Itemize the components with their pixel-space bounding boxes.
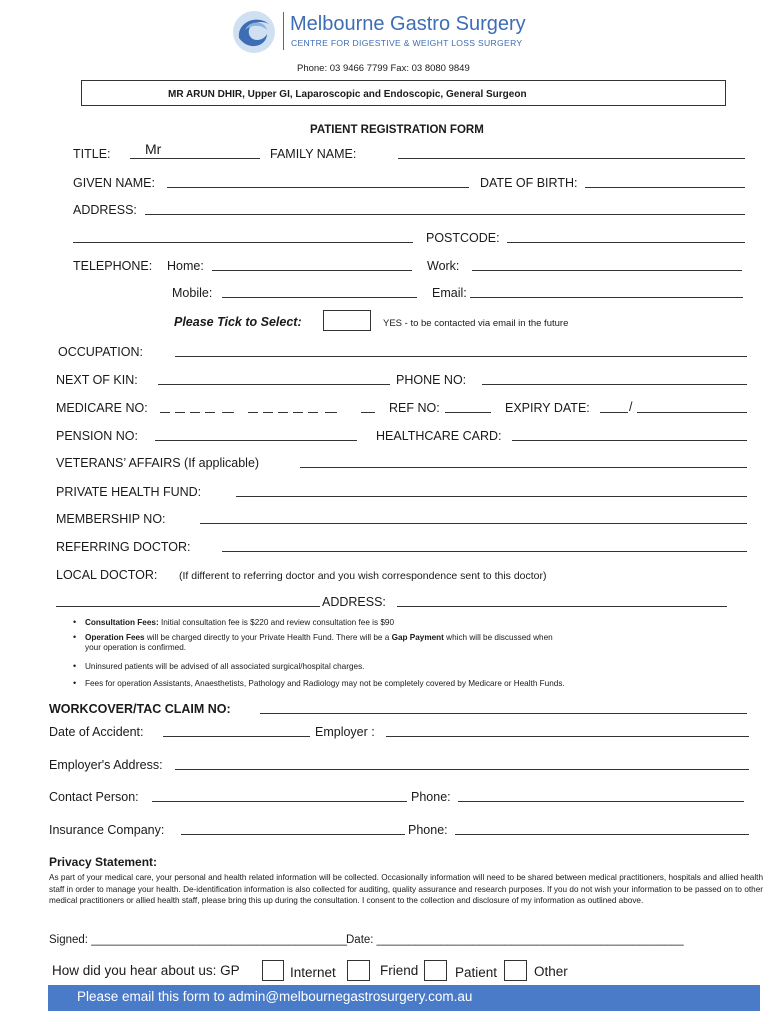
swirl-logo-icon — [231, 10, 277, 54]
work-label: Work: — [427, 259, 460, 273]
brand-divider — [283, 12, 284, 50]
employer-address-field[interactable] — [175, 769, 749, 770]
title-label: TITLE: — [73, 147, 111, 161]
note-operation-assistants: • Fees for operation Assistants, Anaesthetists, Pathology and Radiology may not be completely covered by Medicare or Health Funds. — [85, 679, 565, 689]
mobile-label: Mobile: — [172, 286, 213, 300]
home-phone-field[interactable] — [212, 270, 412, 271]
note-uninsured: • Uninsured patients will be advised of all associated surgical/hospital charges. — [85, 662, 364, 672]
ref-no-label: REF NO: — [389, 401, 440, 415]
local-doctor-note: (If different to referring doctor and you wish correspondence sent to this doctor) — [179, 570, 547, 582]
tick-prompt: Please Tick to Select: — [174, 315, 302, 329]
pension-label: PENSION NO: — [56, 429, 138, 443]
work-phone-field[interactable] — [472, 270, 742, 271]
medicare-digit-9[interactable] — [293, 412, 303, 413]
medicare-digit-4[interactable] — [205, 412, 215, 413]
note-operation-fees: • Operation Fees will be charged directly to your Private Health Fund. There will be a Gap Payment which will be discussed when — [85, 633, 553, 643]
expiry-slash: / — [629, 400, 633, 414]
internet-label: Internet — [290, 965, 336, 980]
local-doctor-address-label: ADDRESS: — [322, 595, 386, 609]
given-name-field[interactable] — [167, 187, 469, 188]
expiry-label: EXPIRY DATE: — [505, 401, 590, 415]
internet-checkbox[interactable] — [347, 960, 370, 981]
local-doctor-field[interactable] — [56, 606, 320, 607]
form-title: PATIENT REGISTRATION FORM — [310, 124, 484, 136]
pension-field[interactable] — [155, 440, 357, 441]
note-consultation-fees: • Consultation Fees: Initial consultation fee is $220 and review consultation fee is $90 — [85, 618, 394, 628]
title-value[interactable]: Mr — [145, 141, 162, 157]
email-consent-checkbox[interactable] — [323, 310, 371, 331]
brand-name: Melbourne Gastro Surgery — [290, 13, 526, 35]
membership-field[interactable] — [200, 523, 747, 524]
email-field[interactable] — [470, 297, 743, 298]
contact-person-label: Contact Person: — [49, 790, 139, 804]
contact-person-field[interactable] — [152, 801, 407, 802]
other-label: Other — [534, 964, 568, 979]
medicare-digit-5[interactable] — [222, 412, 234, 413]
contact-phone-field[interactable] — [458, 801, 744, 802]
address-field-2[interactable] — [73, 242, 413, 243]
privacy-text: As part of your medical care, your personal and health related information will be collected. Occasionally information will need to be shared between medical practitioners, hospitals and allied health staff in order to manage your health. De-identification information is also collected for auditing, quality assurance and research purposes. If you do not wish your information to be passed on to other medical practitioners or allied health staff, please bring this up during the consultation. I consent to the collection and disclosure of my information as outlined above. — [49, 873, 763, 905]
expiry-month-field[interactable] — [600, 412, 628, 413]
contact-line: Phone: 03 9466 7799 Fax: 03 8080 9849 — [297, 63, 470, 74]
brand-tagline: CENTRE FOR DIGESTIVE & WEIGHT LOSS SURGERY — [291, 38, 523, 48]
veterans-field[interactable] — [300, 467, 747, 468]
telephone-label: TELEPHONE: — [73, 259, 153, 273]
date-accident-field[interactable] — [163, 736, 310, 737]
employer-label: Employer : — [315, 725, 375, 739]
gp-checkbox[interactable] — [262, 960, 284, 981]
medicare-digit-3[interactable] — [190, 412, 200, 413]
patient-label: Patient — [455, 965, 498, 980]
medicare-digit-1[interactable] — [160, 412, 170, 413]
local-doctor-address-field[interactable] — [397, 606, 727, 607]
contact-phone-label: Phone: — [411, 790, 451, 804]
insurance-phone-field[interactable] — [455, 834, 749, 835]
postcode-field[interactable] — [507, 242, 745, 243]
referring-field[interactable] — [222, 551, 747, 552]
dob-field[interactable] — [585, 187, 745, 188]
family-name-field[interactable] — [398, 158, 745, 159]
signed-label[interactable]: Signed: ________________________________________ — [49, 934, 348, 946]
kin-phone-field[interactable] — [482, 384, 747, 385]
employer-field[interactable] — [386, 736, 749, 737]
phone-no-label: PHONE NO: — [396, 373, 467, 387]
occupation-label: OCCUPATION: — [58, 345, 143, 359]
address-label: ADDRESS: — [73, 203, 137, 217]
tick-text: YES - to be contacted via email in the future — [383, 318, 569, 329]
expiry-year-field[interactable] — [637, 412, 747, 413]
note-operation-fees-line2: your operation is confirmed. — [85, 643, 187, 652]
workcover-field[interactable] — [260, 713, 747, 714]
home-label: Home: — [167, 259, 204, 273]
medicare-digit-6[interactable] — [248, 412, 258, 413]
mobile-field[interactable] — [222, 297, 417, 298]
ref-no-field[interactable] — [445, 412, 491, 413]
next-of-kin-label: NEXT OF KIN: — [56, 373, 138, 387]
family-name-label: FAMILY NAME: — [270, 147, 357, 161]
insurance-field[interactable] — [181, 834, 405, 835]
medicare-label: MEDICARE NO: — [56, 401, 148, 415]
dob-label: DATE OF BIRTH: — [480, 176, 578, 190]
employer-address-label: Employer's Address: — [49, 758, 163, 772]
email-label: Email: — [432, 286, 467, 300]
address-field[interactable] — [145, 214, 745, 215]
friend-checkbox[interactable] — [424, 960, 447, 981]
private-health-field[interactable] — [236, 496, 747, 497]
medicare-digit-10[interactable] — [308, 412, 318, 413]
medicare-digit-7[interactable] — [263, 412, 273, 413]
private-health-label: PRIVATE HEALTH FUND: — [56, 485, 202, 499]
medicare-digit-8[interactable] — [278, 412, 288, 413]
medicare-digit-2[interactable] — [175, 412, 185, 413]
title-field[interactable] — [130, 158, 260, 159]
local-doctor-label: LOCAL DOCTOR: — [56, 568, 158, 582]
friend-label: Friend — [380, 963, 419, 978]
given-name-label: GIVEN NAME: — [73, 176, 155, 190]
workcover-heading: WORKCOVER/TAC CLAIM NO: — [49, 702, 231, 716]
privacy-heading: Privacy Statement: — [49, 855, 158, 869]
healthcare-label: HEALTHCARE CARD: — [376, 429, 502, 443]
medicare-digit-11[interactable] — [325, 412, 337, 413]
date-accident-label: Date of Accident: — [49, 725, 144, 739]
medicare-digit-12[interactable] — [361, 412, 375, 413]
membership-label: MEMBERSHIP NO: — [56, 512, 166, 526]
email-footer-text: Please email this form to admin@melbournegastrosurgery.com.au — [77, 989, 473, 1004]
healthcare-field[interactable] — [512, 440, 747, 441]
postcode-label: POSTCODE: — [426, 231, 500, 245]
veterans-label: VETERANS’ AFFAIRS (If applicable) — [56, 456, 260, 470]
insurance-phone-label: Phone: — [408, 823, 448, 837]
hear-prompt: How did you hear about us: GP — [52, 963, 240, 978]
occupation-field[interactable] — [175, 356, 747, 357]
insurance-label: Insurance Company: — [49, 823, 165, 837]
patient-checkbox[interactable] — [504, 960, 527, 981]
referring-label: REFERRING DOCTOR: — [56, 540, 191, 554]
surgeon-line: MR ARUN DHIR, Upper GI, Laparoscopic and Endoscopic, General Surgeon — [168, 89, 527, 100]
date-label[interactable]: Date: ________________________________________________ — [346, 934, 684, 946]
next-of-kin-field[interactable] — [158, 384, 390, 385]
